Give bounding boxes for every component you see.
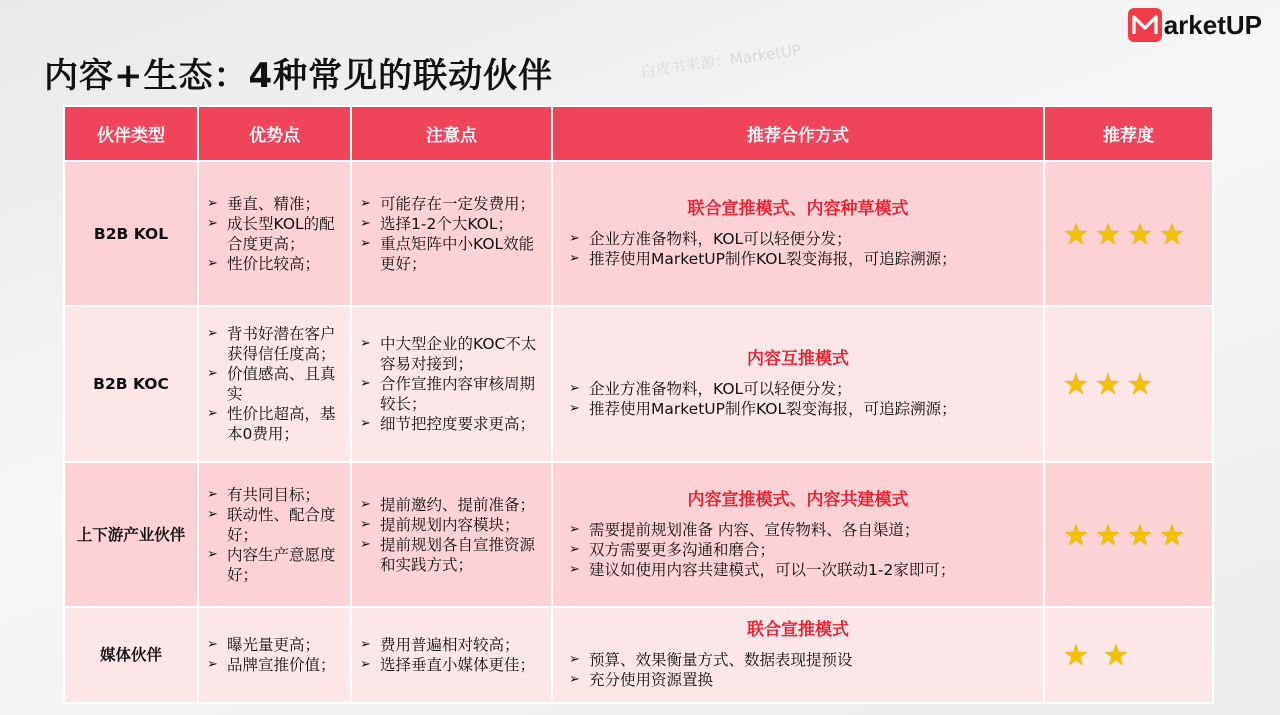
page-title: 内容+生态：4种常见的联动伙伴 bbox=[44, 56, 554, 96]
watermark: 白皮书来源：MarketUP bbox=[639, 40, 803, 82]
list-item: ➢ 提前邀约、提前准备； bbox=[360, 495, 543, 515]
list-item: ➢ 垂直、精准； bbox=[207, 194, 342, 214]
list-item: ➢ 选择1-2个大KOL； bbox=[360, 214, 543, 234]
header-cautions: 注意点 bbox=[351, 106, 552, 161]
partner-type: 上下游产业伙伴 bbox=[64, 462, 198, 607]
star-icon: ★ bbox=[1103, 638, 1129, 672]
list-item: ➢ 细节把控度要求更高； bbox=[360, 414, 543, 434]
list-item: ➢ 中大型企业的KOC不太容易对接到； bbox=[360, 334, 543, 374]
cautions-cell bbox=[351, 306, 552, 462]
list-item: ➢ 充分使用资源置换 bbox=[569, 670, 1035, 690]
list-item: ➢ 性价比较高； bbox=[207, 254, 342, 274]
list-item: ➢ 企业方准备物料，KOL可以轻便分发； bbox=[569, 379, 1035, 399]
list-item: ➢ 联动性、配合度好； bbox=[207, 505, 342, 545]
list-item: ➢ 费用普遍相对较高； bbox=[360, 635, 543, 655]
list-item: ➢ 曝光量更高； bbox=[207, 635, 342, 655]
cooperation-cell bbox=[552, 607, 1044, 703]
star-icon: ★ bbox=[1063, 638, 1089, 672]
advantages-cell bbox=[198, 306, 351, 462]
star-rating bbox=[1053, 216, 1204, 251]
partner-table bbox=[63, 105, 1214, 704]
header-advantages: 优势点 bbox=[198, 106, 351, 161]
marketup-logo bbox=[1128, 8, 1262, 42]
star-icon: ★ bbox=[1127, 216, 1153, 251]
m-logo-icon bbox=[1128, 8, 1162, 42]
header-rating: 推荐度 bbox=[1044, 106, 1213, 161]
star-rating bbox=[1053, 517, 1204, 552]
cooperation-mode: 联合宣推模式、内容种草模式 bbox=[687, 198, 909, 219]
cautions-cell bbox=[351, 462, 552, 607]
header-partner-type: 伙伴类型 bbox=[64, 106, 198, 161]
list-item: ➢ 性价比超高，基本0费用； bbox=[207, 404, 342, 444]
list-item: ➢ 建议如使用内容共建模式，可以一次联动1-2家即可； bbox=[569, 560, 1035, 580]
partner-type: 媒体伙伴 bbox=[64, 607, 198, 703]
star-icon: ★ bbox=[1095, 367, 1121, 401]
star-icon: ★ bbox=[1063, 216, 1089, 251]
list-item: ➢ 提前规划各自宣推资源和实践方式； bbox=[360, 535, 543, 575]
cooperation-mode: 内容宣推模式、内容共建模式 bbox=[687, 489, 909, 510]
cautions-cell bbox=[351, 161, 552, 306]
star-rating bbox=[1053, 369, 1204, 399]
rating-cell bbox=[1044, 607, 1213, 703]
table-row bbox=[64, 607, 1213, 703]
list-item: ➢ 需要提前规划准备 内容、宣传物料、各自渠道； bbox=[569, 520, 1035, 540]
logo-text: arketUP bbox=[1163, 9, 1262, 40]
list-item: ➢ 预算、效果衡量方式、数据表现提预设 bbox=[569, 650, 1035, 670]
list-item: ➢ 推荐使用MarketUP制作KOL裂变海报，可追踪溯源； bbox=[569, 399, 1035, 419]
cooperation-mode: 内容互推模式 bbox=[747, 349, 849, 369]
list-item: ➢ 价值感高、且真实 bbox=[207, 364, 342, 404]
cooperation-cell bbox=[552, 161, 1044, 306]
star-rating bbox=[1053, 640, 1204, 670]
list-item: ➢ 选择垂直小媒体更佳； bbox=[360, 655, 543, 675]
list-item: ➢ 背书好潜在客户获得信任度高； bbox=[207, 324, 342, 364]
list-item: ➢ 有共同目标； bbox=[207, 485, 342, 505]
list-item: ➢ 可能存在一定发费用； bbox=[360, 194, 543, 214]
header-cooperation: 推荐合作方式 bbox=[552, 106, 1044, 161]
list-item: ➢ 重点矩阵中小KOL效能更好； bbox=[360, 234, 543, 274]
star-icon: ★ bbox=[1063, 367, 1089, 401]
list-item: ➢ 合作宣推内容审核周期较长； bbox=[360, 374, 543, 414]
table-header-row bbox=[64, 106, 1213, 161]
star-icon: ★ bbox=[1095, 517, 1121, 552]
list-item: ➢ 内容生产意愿度好； bbox=[207, 545, 342, 585]
star-icon: ★ bbox=[1127, 367, 1153, 401]
star-icon: ★ bbox=[1159, 517, 1185, 552]
partner-type: B2B KOL bbox=[64, 161, 198, 306]
table-row bbox=[64, 161, 1213, 306]
cooperation-mode: 联合宣推模式 bbox=[747, 620, 849, 640]
cooperation-cell bbox=[552, 306, 1044, 462]
star-icon: ★ bbox=[1063, 517, 1089, 552]
table-row bbox=[64, 306, 1213, 462]
advantages-cell bbox=[198, 462, 351, 607]
rating-cell bbox=[1044, 462, 1213, 607]
list-item: ➢ 成长型KOL的配合度更高； bbox=[207, 214, 342, 254]
advantages-cell bbox=[198, 607, 351, 703]
partner-type: B2B KOC bbox=[64, 306, 198, 462]
advantages-cell bbox=[198, 161, 351, 306]
rating-cell bbox=[1044, 161, 1213, 306]
cooperation-cell bbox=[552, 462, 1044, 607]
cautions-cell bbox=[351, 607, 552, 703]
list-item: ➢ 品牌宣推价值； bbox=[207, 655, 342, 675]
rating-cell bbox=[1044, 306, 1213, 462]
table-row bbox=[64, 462, 1213, 607]
star-icon: ★ bbox=[1159, 216, 1185, 251]
list-item: ➢ 推荐使用MarketUP制作KOL裂变海报，可追踪溯源； bbox=[569, 249, 1035, 269]
list-item: ➢ 双方需要更多沟通和磨合； bbox=[569, 540, 1035, 560]
list-item: ➢ 企业方准备物料，KOL可以轻便分发； bbox=[569, 229, 1035, 249]
star-icon: ★ bbox=[1127, 517, 1153, 552]
star-icon: ★ bbox=[1095, 216, 1121, 251]
list-item: ➢ 提前规划内容模块； bbox=[360, 515, 543, 535]
